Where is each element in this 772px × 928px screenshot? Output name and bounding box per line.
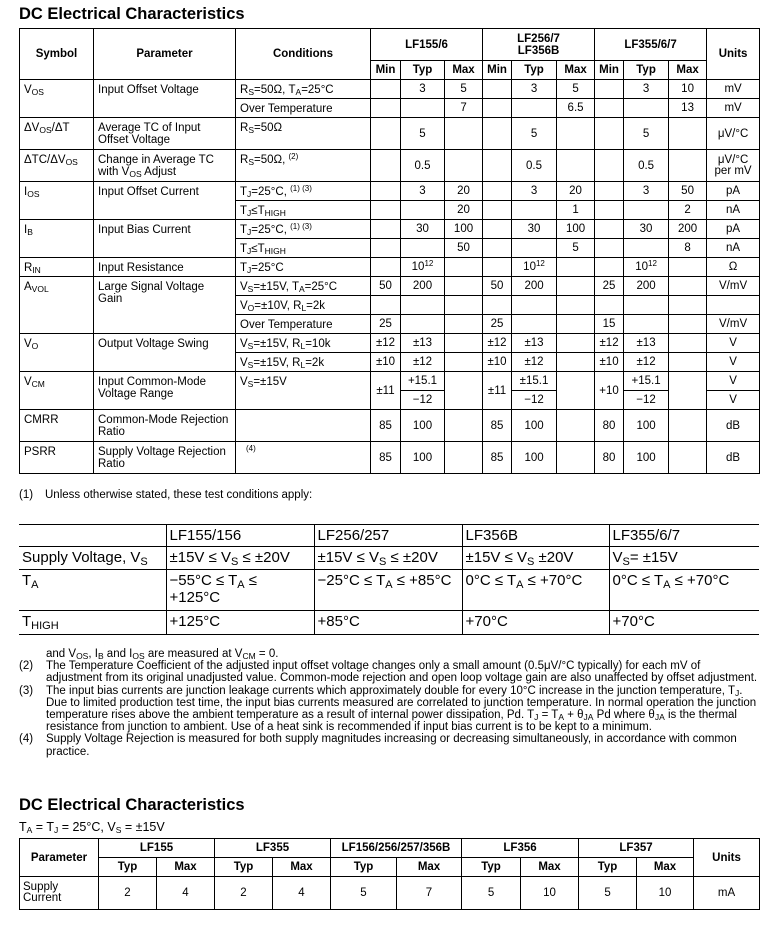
symbol-cell: $\Delta V_{OS}/\Delta T$ [20,118,94,150]
header-lf155: LF155 [99,839,215,858]
footnote-ref[interactable]: (1) (3) [290,222,312,231]
section-title-2: DC Electrical Characteristics [19,796,245,814]
header-min: Min [483,61,512,80]
parameter-cell: Input Common-Mode Voltage Range [94,372,236,410]
parameter-cell: Average TC of Input Offset Voltage [94,118,236,150]
header-units: Units [694,839,760,877]
parameter-cell: Output Voltage Swing [94,334,236,372]
condition-cell: $V_S=\pm 15V$ [236,372,371,410]
condition-cell: $T_J=25^\circ C$, $^{(1) (3)}$ [236,182,371,201]
dc-characteristics-table [19,28,760,474]
condition-cell: $T_J=25^\circ C$, $^{(1) (3)}$ [236,220,371,239]
col-lf356b: LF356B [462,525,609,547]
table-row: $I_{OS}$ Input Offset Current $T_J=25^\circ C$, $^{(1) (3)}$ 3 20 3 20 3 50 pA [20,182,760,201]
condition-cell: Over Temperature [236,315,371,334]
footnotes [19,648,759,758]
table-row: $T_J\le T_{HIGH}$ 20 1 2 nA [20,201,760,220]
symbol-cell: $V_{CM}$ [20,372,94,410]
header-lf355: LF355 [215,839,331,858]
parameter-cell: Input Resistance [94,258,236,277]
header-max: Max [669,61,707,80]
supply-current-table: Parameter LF155 LF355 LF156/256/257/356B LF356 LF357 Units Typ Max Typ Max Typ Max Typ Max Typ Max Supply Current 2 4 2 4 5 7 5 10 5 10 mA [19,838,760,910]
header-lf256-7: LF256/7 LF356B [483,29,595,61]
condition-cell: $R_S=50\Omega$, $T_A=25^\circ C$ [236,80,371,99]
header-typ: Typ [512,61,557,80]
parameter-cell: Change in Average TC with $V_{OS}$ Adjust [94,150,236,182]
condition-cell [236,442,371,474]
header-lf155-6: LF155/6 [371,29,483,61]
symbol-cell: $R_{IN}$ [20,258,94,277]
col-lf155-156: LF155/156 [166,525,314,547]
condition-cell: $R_S=50\Omega$ [236,118,371,150]
table-row: −12 −12 −12 V [20,391,760,410]
header-min: Min [595,61,624,80]
condition-cell: $T_J\le T_{HIGH}$ [236,201,371,220]
footnote-ref[interactable]: (2) [288,152,299,161]
condition-cell: $V_S=\pm 15V$, $T_A=25^\circ C$ [236,277,371,296]
parameter-cell: Input Offset Current [94,182,236,220]
row-label-ta: $T_A$ [19,570,166,611]
header-lf357: LF357 [579,839,694,858]
footnote-2: (2) The Temperature Coefficient of the adjusted input offset voltage changes only a small amount (0.5μV/°C typically) for each mV of adjustment from its original unadjusted value. Common-mode rejection and open loop voltage gain are also unaffected by offset adjustment. [19,660,758,685]
parameter-cell: Supply Current [20,877,99,910]
header-lf355-6-7: LF355/6/7 [595,29,707,61]
footnote-3: (3) The input bias currents are junction leakage currents which approximately double for every 10°C increase in the junction temperature, $T_J$. Due to limited production test time, the input bias currents measured are correlated to junction temperature. In normal operation the junction temperature rises above the ambient temperature as a result of internal power dissipation, Pd. $T_J = T_A + \theta_{JA}$ Pd where $\theta_{JA}$ is the thermal resistance from junction to ambient. Use of a heat sink is recommended if input bias current is to be kept to a minimum. [19,684,757,734]
condition-cell: $V_O=\pm 10V$, $R_L=2k$ [236,296,371,315]
condition-cell [236,410,371,442]
section-title-1: DC Electrical Characteristics [19,5,245,23]
col-lf256-257: LF256/257 [314,525,462,547]
row-label-supply: Supply Voltage, $V_S$ [19,547,166,570]
parameter-cell: Common-Mode Rejection Ratio [94,410,236,442]
table-row: $I_B$ Input Bias Current $T_J=25^\circ C$, $^{(1) (3)}$ 30 100 30 100 30 200 pA [20,220,760,239]
parameter-cell: Input Bias Current [94,220,236,258]
table-row: $A_{VOL}$ Large Signal Voltage Gain $V_S=\pm 15V$, $T_A=25^\circ C$ 50 200 50 200 25 200 V/mV [20,277,760,296]
table-row: $\Delta V_{OS}/\Delta T$ Average TC of Input Offset Voltage $R_S=50\Omega$ 5 5 5 μV/°C [20,118,760,150]
test-conditions-table [19,524,759,635]
condition-cell: $V_S=\pm 15V$, $R_L=2k$ [236,353,371,372]
table-row: CMRR Common-Mode Rejection Ratio 85 100 85 100 80 100 dB [20,410,760,442]
footnote-1: (1) Unless otherwise stated, these test conditions apply: [19,489,313,501]
condition-cell: Over Temperature [236,99,371,118]
header-min: Min [371,61,401,80]
header-parameter: Parameter [94,29,236,80]
section-subtitle-2: $T_A = T_J = 25^\circ C$, $V_S = \pm 15V$ [19,820,165,835]
table-row: $T_J\le T_{HIGH}$ 50 5 8 nA [20,239,760,258]
table-row: $T_A$ $-55^\circ C \le T_A$ ≤ +125°C $-25^\circ C \le T_A \le +85^\circ C$ $0^\circ C \le T_A \le +70^\circ C$ $0^\circ C \le T_A \le +70^\circ C$ [19,570,759,611]
table-row: Supply Voltage, $V_S$ $\pm 15V \le V_S \le \pm 20V$ $\pm 15V \le V_S \le \pm 20V$ $\pm 15V \le V_S \pm 20V$ $V_S= \pm 15V$ [19,547,759,570]
table-row: $V_{CM}$ Input Common-Mode Voltage Range $V_S=\pm 15V$ ±11 +15.1 ±11 ±15.1 +10 +15.1 V [20,372,760,391]
condition-cell: $R_S=50\Omega$, $^{(2)}$ [236,150,371,182]
parameter-cell: Input Offset Voltage [94,80,236,118]
symbol-cell: $V_O$ [20,334,94,372]
table-row: $T_{HIGH}$ +125°C +85°C +70°C +70°C [19,611,759,635]
table-row: $V_{OS}$ Input Offset Voltage $R_S=50\Omega$, $T_A=25^\circ C$ 3 5 3 5 3 10 mV [20,80,760,99]
symbol-cell: ΔTC/$\Delta V_{OS}$ [20,150,94,182]
table-row: Over Temperature 25 25 15 V/mV [20,315,760,334]
symbol-cell: $I_B$ [20,220,94,258]
header-parameter: Parameter [20,839,99,877]
header-symbol: Symbol [20,29,94,80]
footnote-4: (4) Supply Voltage Rejection is measured for both supply magnitudes increasing or decreasing simultaneously, in accordance with common practice. [19,733,737,758]
header-max: Max [445,61,483,80]
symbol-cell: $I_{OS}$ [20,182,94,220]
table-row: Over Temperature 7 6.5 13 mV [20,99,760,118]
footnote-ref[interactable]: (1) (3) [290,184,312,193]
parameter-cell: Supply Voltage Rejection Ratio [94,442,236,474]
table-row: $V_O$ Output Voltage Swing $V_S=\pm 15V$, $R_L=10k$ ±12 ±13 ±12 ±13 ±12 ±13 V [20,334,760,353]
symbol-cell: CMRR [20,410,94,442]
symbol-cell: $V_{OS}$ [20,80,94,118]
table-row: PSRR Supply Voltage Rejection Ratio $^{(4)}$ 85 100 85 100 80 100 dB [20,442,760,474]
col-lf355-6-7: LF355/6/7 [609,525,759,547]
condition-cell: $T_J\le T_{HIGH}$ [236,239,371,258]
header-typ: Typ [624,61,669,80]
footnote-1-cont: and $V_{OS}$, $I_B$ and $I_{OS}$ are measured at $V_{CM} = 0$. [46,648,279,661]
header-units: Units [707,29,760,80]
header-max: Max [557,61,595,80]
table-row: ΔTC/$\Delta V_{OS}$ Change in Average TC with $V_{OS}$ Adjust $R_S=50\Omega$, $^{(2)}$ 0.5 0.5 0.5 μV/°C per mV [20,150,760,182]
condition-cell: $V_S=\pm 15V$, $R_L=10k$ [236,334,371,353]
row-label-thigh: $T_{HIGH}$ [19,611,166,635]
header-lf156-256-257-356b: LF156/256/257/356B [331,839,462,858]
parameter-cell: Large Signal Voltage Gain [94,277,236,334]
header-conditions: Conditions [236,29,371,80]
table-row: $R_{IN}$ Input Resistance $T_J=25^\circ C$ $10^{12}$ $10^{12}$ $10^{12}$ Ω [20,258,760,277]
condition-cell: $T_J=25^\circ C$ [236,258,371,277]
header-typ: Typ [401,61,445,80]
symbol-cell: PSRR [20,442,94,474]
table-row: Supply Current 2 4 2 4 5 7 5 10 5 10 mA [20,877,760,910]
header-lf356: LF356 [462,839,579,858]
footnote-ref[interactable]: (4) [246,444,256,453]
symbol-cell: $A_{VOL}$ [20,277,94,334]
table-row: $V_S=\pm 15V$, $R_L=2k$ ±10 ±12 ±10 ±12 ±10 ±12 V [20,353,760,372]
